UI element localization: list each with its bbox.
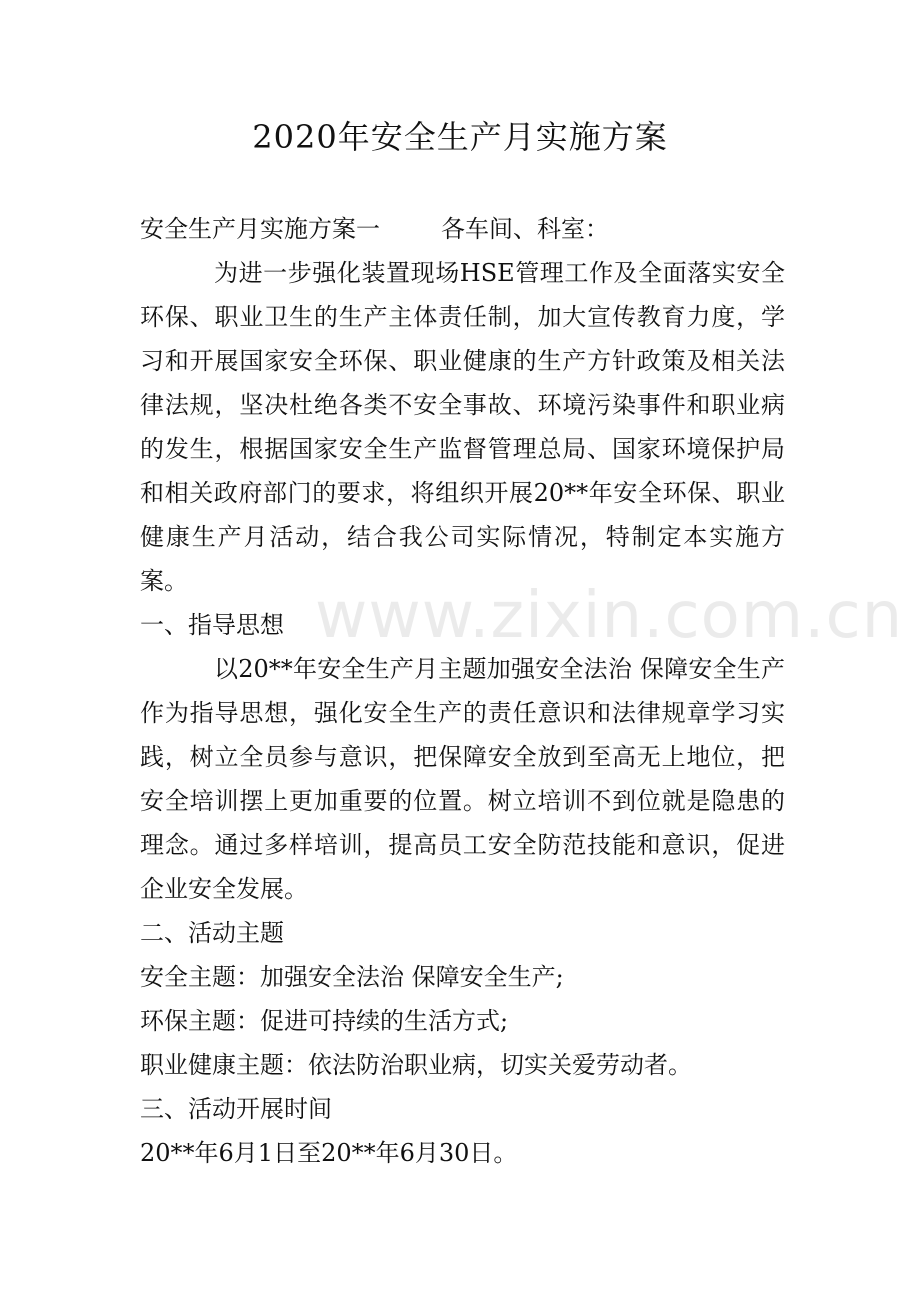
paragraph-intro: 为进一步强化装置现场HSE管理工作及全面落实安全环保、职业卫生的生产主体责任制，加大宣传教育力度，学习和开展国家安全环保、职业健康的生产方针政策及相关法律法规，坚决杜绝各类不安全事故、环境污染事件和职业病的发生，根据国家安全生产监督管理总局、国家环境保护局和相关政府部门的要求，将组织开展20**年安全环保、职业健康生产月活动，结合我公司实际情况，特制定本实施方案。 [140,259,785,595]
activity-time-range: 20**年6月1日至20**年6月30日。 [140,1139,518,1167]
watermark: www.zixin.com.cn [315,579,904,653]
theme-occupational-health: 职业健康主题：依法防治职业病，切实关爱劳动者。 [140,1051,692,1079]
theme-environment: 环保主题：促进可持续的生活方式; [140,1007,509,1035]
theme-safety: 安全主题：加强安全法治 保障安全生产; [140,963,564,991]
section-heading-guiding-ideology: 一、指导思想 [140,611,284,639]
intro-line: 安全生产月实施方案一 各车间、科室： [140,215,610,243]
paragraph-guiding-ideology: 以20**年安全生产月主题加强安全法治 保障安全生产作为指导思想，强化安全生产的责任意识和法律规章学习实践，树立全员参与意识，把保障安全放到至高无上地位，把安全培训摆上更加重要的位置。树立培训不到位就是隐患的理念。通过多样培训，提高员工安全防范技能和意识，促进企业安全发展。 [140,655,785,903]
document-body [140,207,785,1175]
document-title: 2020年安全生产月实施方案 [252,118,668,156]
section-heading-activity-time: 三、活动开展时间 [140,1095,332,1123]
section-heading-activity-theme: 二、活动主题 [140,919,284,947]
